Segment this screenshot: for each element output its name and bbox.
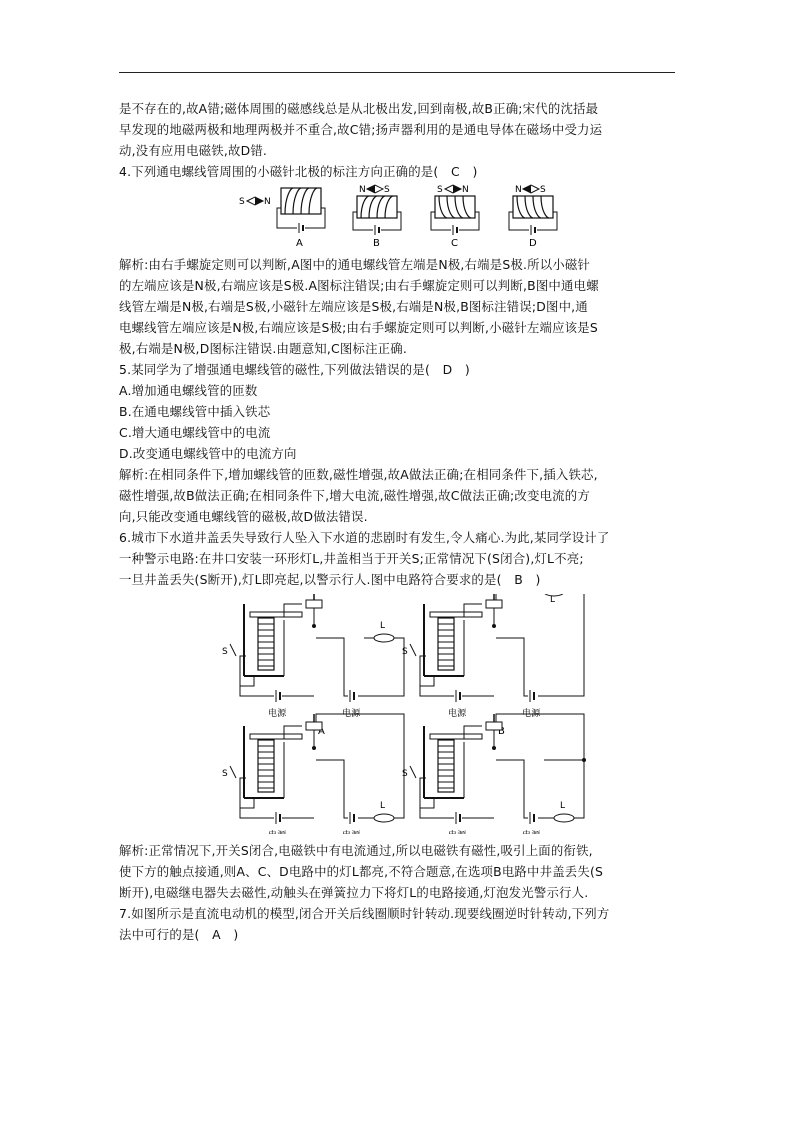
control-wire <box>240 778 254 808</box>
solenoid-option-a <box>239 188 325 248</box>
intro-line: 早发现的地磁两极和地理两极并不重合,故C错;扬声器利用的是通电导体在磁场中受力运 <box>119 122 603 137</box>
lamp-label: L <box>550 595 556 605</box>
header-rule <box>119 72 675 73</box>
switch-label: S <box>402 647 408 657</box>
needle-right-pole: S <box>384 185 390 195</box>
solenoid-option-b <box>353 185 401 248</box>
analysis-6-line: 解析:正常情况下,开关S闭合,电磁铁中有电流通过,所以电磁铁有磁性,吸引上面的衔铁, <box>119 843 593 858</box>
switch-label: S <box>222 647 228 657</box>
option-a: A.增加通电螺线管的匝数 <box>119 383 258 398</box>
panel-label: B <box>498 726 506 737</box>
compass-needle-north <box>367 185 375 193</box>
question-5: 5.某同学为了增强通电螺线管的磁性,下列做法错误的是( D ) <box>119 362 470 377</box>
lamp-icon <box>374 634 394 642</box>
coil-windings <box>439 196 471 218</box>
needle-left-pole: S <box>437 185 443 195</box>
relay-circuit-b <box>402 594 584 737</box>
switch-label: S <box>402 769 408 779</box>
option-label: C <box>451 238 459 248</box>
lamp-wire <box>316 638 404 696</box>
question-7-line: 法中可行的是( A ) <box>119 927 239 942</box>
relay-circuits-diagram <box>119 594 679 834</box>
needle-left-pole: S <box>239 197 245 207</box>
question-4: 4.下列通电螺线管周围的小磁针北极的标注方向正确的是( C ) <box>119 164 478 179</box>
coil-windings <box>517 196 549 218</box>
analysis-4-line: 解析:由右手螺旋定则可以判断,A图中的通电螺线管左端是N极,右端是S极.所以小磁针 <box>119 257 591 272</box>
power-label: 电源 <box>268 709 287 719</box>
analysis-4-line: 的左端应该是N极,右端应该是S极.A图标注错误;由右手螺旋定则可以判断,B图中通电螺 <box>119 278 599 293</box>
solenoid-option-c <box>431 185 479 248</box>
circuit-wire <box>509 212 557 230</box>
control-wire <box>240 656 254 686</box>
power-label: 电源 <box>448 709 467 719</box>
question-6-line: 一种警示电路:在井口安装一环形灯L,井盖相当于开关S;正常情况下(S闭合),灯L不亮; <box>119 551 584 566</box>
compass-needle-north <box>255 197 263 205</box>
needle-left-pole: N <box>515 185 522 195</box>
option-b: B.在通电螺线管中插入铁芯 <box>119 404 271 419</box>
needle-right-pole: N <box>462 185 469 195</box>
compass-needle-north <box>453 185 461 193</box>
option-label: A <box>296 238 304 248</box>
relay-circuit-c <box>222 714 404 834</box>
panel-label: A <box>318 726 326 737</box>
solenoid-diagram <box>119 184 679 248</box>
switch-icon <box>410 644 416 656</box>
switch-icon <box>230 766 236 778</box>
relay-circuit-d <box>402 714 586 834</box>
analysis-4-line: 极,右端是N极,D图标注错误.由题意知,C图标注正确. <box>119 341 407 356</box>
lamp-label: L <box>380 801 386 811</box>
lamp-wire <box>316 714 404 818</box>
analysis-6-line: 使下方的触点接通,则A、C、D电路中的灯L都亮,不符合题意,在选项B电路中井盖丢失(S <box>119 864 604 879</box>
option-label: B <box>373 238 381 248</box>
option-c: C.增大通电螺线管中的电流 <box>119 425 271 440</box>
lamp-icon <box>374 814 394 822</box>
intro-line: 动,没有应用电磁铁,故D错. <box>119 143 268 158</box>
control-wire <box>420 778 434 808</box>
power-label <box>448 829 467 834</box>
solenoid-option-d <box>509 185 557 248</box>
power-label <box>342 829 361 834</box>
option-d: D.改变通电螺线管中的电流方向 <box>119 446 297 461</box>
power-label <box>522 829 541 834</box>
lamp-wire <box>496 714 584 818</box>
switch-icon <box>230 644 236 656</box>
question-6-line: 一旦井盖丢失(S断开),灯L即亮起,以警示行人.图中电路符合要求的是( B ) <box>119 572 541 587</box>
relay-circuit-a <box>222 594 404 737</box>
question-6-line: 6.城市下水道井盖丢失导致行人坠入下水道的悲剧时有发生,令人痛心.为此,某同学设计了 <box>119 530 610 545</box>
document-body <box>119 98 679 945</box>
coil-windings <box>285 188 317 214</box>
power-label <box>268 829 287 834</box>
lamp-label: L <box>560 801 566 811</box>
analysis-4-line: 电螺线管左端应该是N极,右端应该是S极;由右手螺旋定则可以判断,小磁针左端应该是S <box>119 320 598 335</box>
intro-line: 是不存在的,故A错;磁体周围的磁感线总是从北极出发,回到南极,故B正确;宋代的沈括最 <box>119 101 599 116</box>
analysis-6-line: 断开),电磁继电器失去磁性,动触头在弹簧拉力下将灯L的电路接通,灯泡发光警示行人. <box>119 885 589 900</box>
control-wire <box>420 656 434 686</box>
lamp-icon <box>554 814 574 822</box>
power-label: 电源 <box>522 709 541 719</box>
lamp-wire <box>496 594 584 696</box>
analysis-5-line: 向,只能改变通电螺线管的磁极,故D做法错误. <box>119 509 368 524</box>
needle-right-pole: S <box>540 185 546 195</box>
needle-left-pole: N <box>359 185 366 195</box>
coil-windings <box>361 196 393 218</box>
option-label: D <box>529 238 537 248</box>
analysis-5-line: 解析:在相同条件下,增加螺线管的匝数,磁性增强,故A做法正确;在相同条件下,插入铁芯, <box>119 467 598 482</box>
switch-icon <box>410 766 416 778</box>
analysis-4-line: 线管左端是N极,右端是S极,小磁针左端应该是S极,右端是N极,B图标注错误;D图中,通 <box>119 299 588 314</box>
compass-needle-north <box>523 185 531 193</box>
circuit-wire <box>431 212 479 230</box>
question-7-line: 7.如图所示是直流电动机的模型,闭合开关后线圈顺时针转动.现要线圈逆时针转动,下列方 <box>119 906 610 921</box>
switch-label: S <box>222 769 228 779</box>
lamp-label: L <box>380 621 386 631</box>
needle-right-pole: N <box>264 197 271 207</box>
power-label: 电源 <box>342 709 361 719</box>
solenoid-figure <box>119 184 679 248</box>
relay-circuit-figure <box>119 594 679 834</box>
analysis-5-line: 磁性增强,故B做法正确;在相同条件下,增大电流,磁性增强,故C做法正确;改变电流的方 <box>119 488 590 503</box>
